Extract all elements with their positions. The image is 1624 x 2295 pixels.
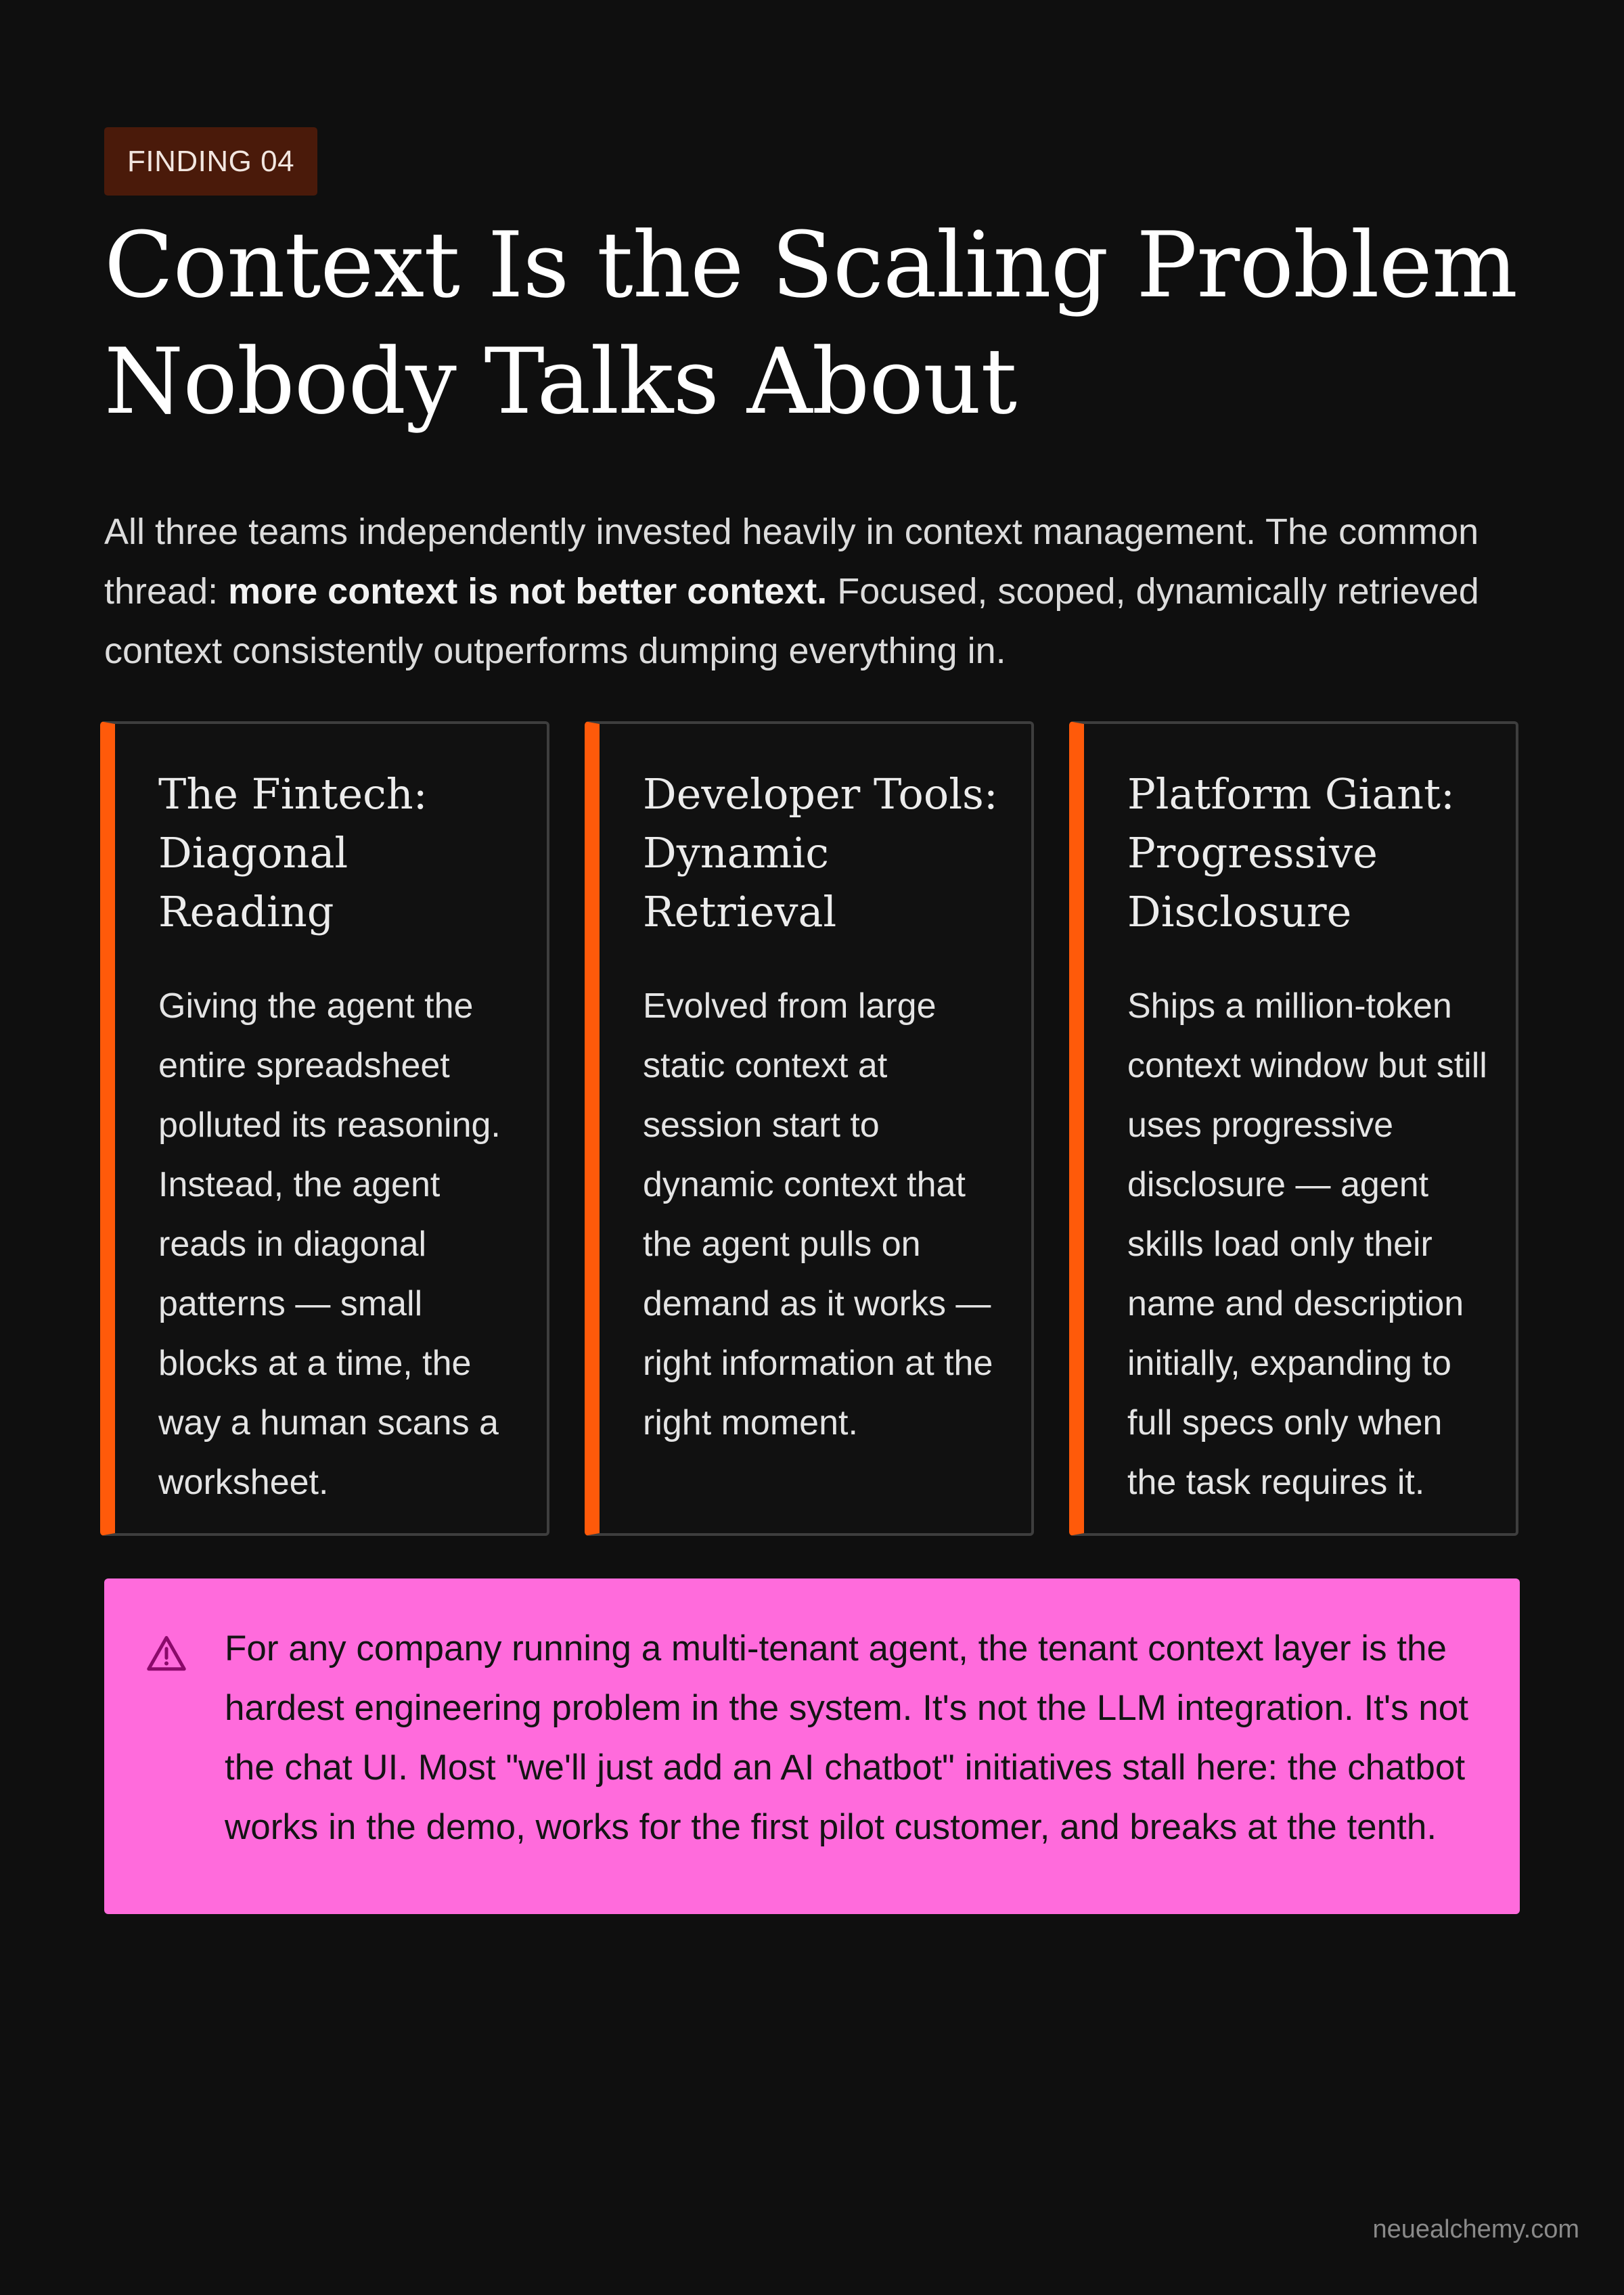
- card-body: Giving the agent the entire spreadsheet polluted its reasoning. Instead, the agent reads in diagonal patterns — small blocks at a time, the way a human scans a worksheet.: [158, 986, 501, 1502]
- card-fintech: [100, 721, 549, 1536]
- card-developer-tools: [585, 721, 1034, 1536]
- card-body: Evolved from large static context at session start to dynamic context that the agent pulls on demand as it works — right information at the right moment.: [643, 986, 993, 1442]
- card-title: The Fintech: Diagonal Reading: [158, 769, 428, 936]
- intro-emphasis: more context is not better context.: [228, 571, 828, 612]
- page-title: [104, 207, 1525, 440]
- card-title: Platform Giant: Progressive Disclosure: [1127, 769, 1455, 936]
- card-title: Developer Tools: Dynamic Retrieval: [643, 769, 998, 936]
- intro-paragraph: [104, 502, 1512, 681]
- title-line-2: Nobody Talks About: [104, 329, 1017, 434]
- callout-text: For any company running a multi-tenant agent, the tenant context layer is the hardest engineering problem in the system. It's not the LLM integration. It's not the chat UI. Most "we'll just add an AI chatbot" initiatives stall here: the chatbot works in the demo, works for the first pilot customer, and breaks at the tenth.: [225, 1629, 1468, 1847]
- warning-triangle-icon: [146, 1634, 187, 1672]
- finding-badge: FINDING 04: [104, 127, 317, 196]
- card-platform-giant: [1069, 721, 1518, 1536]
- intro-text-start: All three teams independently invested heavily in context management. The common thread:: [104, 512, 1479, 612]
- warning-callout: [104, 1578, 1520, 1914]
- title-line-1: Context Is the Scaling Problem: [104, 212, 1518, 318]
- card-body: Ships a million-token context window but still uses progressive disclosure — agent skills load only their name and description initially, expanding to full specs only when the task requires it.: [1127, 986, 1487, 1502]
- site-url: neuealchemy.com: [1372, 2215, 1579, 2244]
- intro-text-end: Focused, scoped, dynamically retrieved context consistently outperforms dumping everything in.: [104, 571, 1479, 671]
- case-study-cards: [100, 721, 1520, 1536]
